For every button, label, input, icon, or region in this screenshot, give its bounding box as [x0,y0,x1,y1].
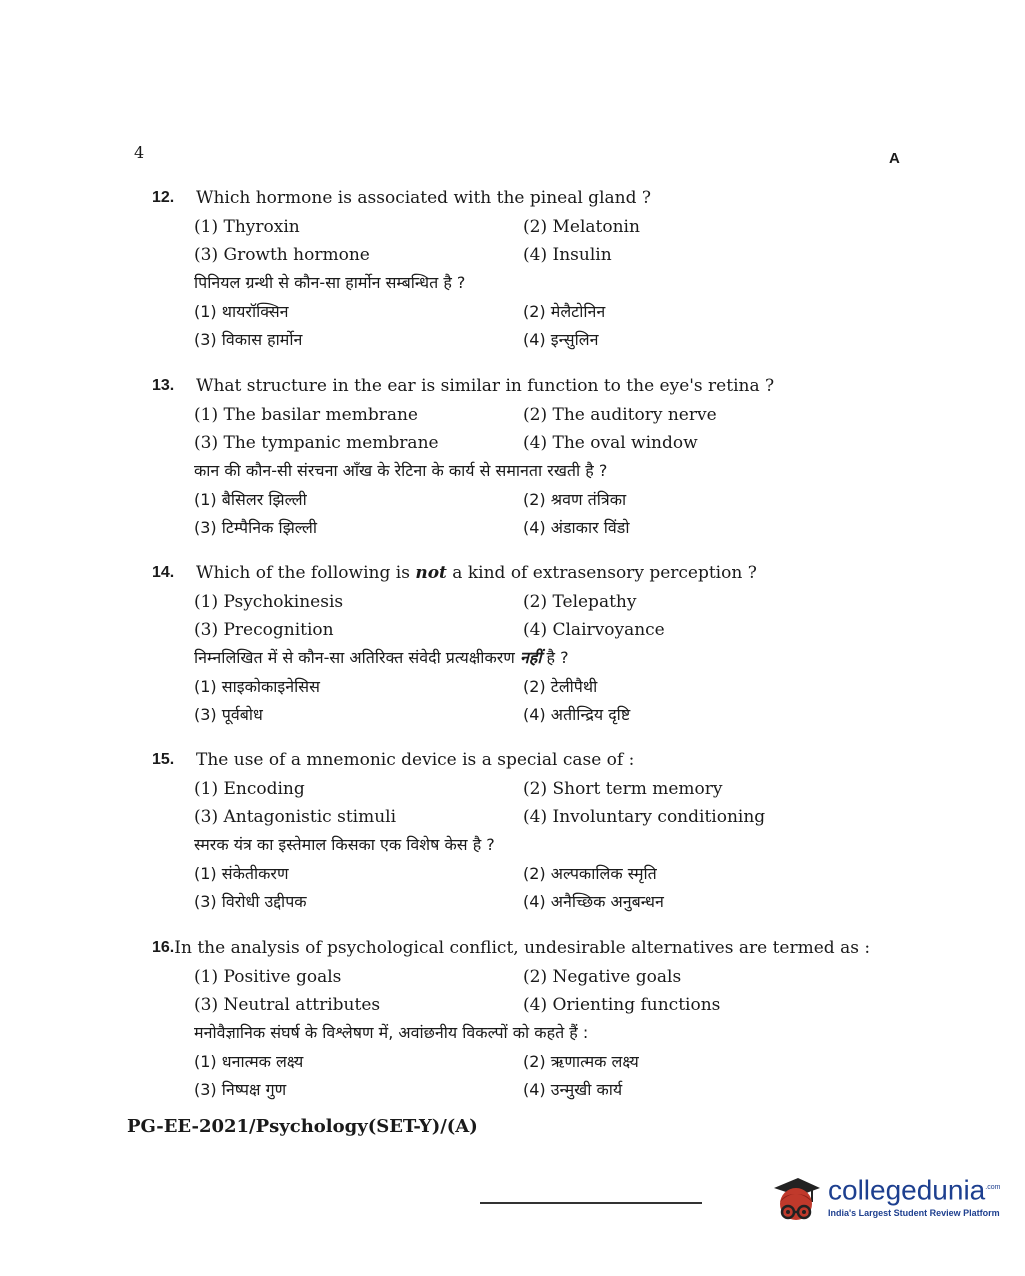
question-number: 16. [152,939,175,956]
option-hi-4: (4) अतीन्द्रिय दृष्टि [523,705,631,724]
question-text-en-emphasis: not [415,563,447,583]
option-hi-3: (3) टिम्पैनिक झिल्ली [194,518,317,537]
option-hi-4: (4) इन्सुलिन [523,330,599,349]
paper-code: PG-EE-2021/Psychology(SET-Y)/(A) [127,1116,478,1137]
option-en-3: (3) Antagonistic stimuli [194,807,397,827]
option-hi-4: (4) अंडाकार विंडो [523,518,630,537]
question-number: 15. [152,751,175,768]
option-hi-1: (1) संकेतीकरण [194,864,289,883]
question-text-en: In the analysis of psychological conflict, undesirable alternatives are termed as : [174,938,871,958]
divider [480,1202,702,1204]
question-text-en: The use of a mnemonic device is a special case of : [196,750,635,770]
question-12 [152,187,852,356]
question-15 [152,749,852,918]
question-text-hi: कान की कौन-सी संरचना आँख के रेटिना के कार्य से समानता रखती है ? [194,461,608,480]
option-en-3: (3) Neutral attributes [194,995,381,1015]
logo-wordmark [828,1172,1000,1206]
option-hi-3: (3) पूर्वबोध [194,705,263,724]
option-en-1: (1) Positive goals [194,967,342,987]
option-hi-2: (2) मेलैटोनिन [523,302,606,321]
option-en-4: (4) The oval window [523,433,698,453]
option-en-3: (3) Precognition [194,620,334,640]
logo-name: collegedunia [828,1174,986,1206]
logo-suffix: .com [985,1184,1001,1191]
question-text-en: Which hormone is associated with the pineal gland ? [196,188,651,208]
logo-tagline: India's Largest Student Review Platform [828,1208,1000,1219]
question-text-hi-pre: निम्नलिखित में से कौन-सा अतिरिक्त संवेदी प्रत्यक्षीकरण [194,648,520,667]
option-hi-2: (2) ऋणात्मक लक्ष्य [523,1052,639,1071]
question-16 [152,937,871,1106]
option-en-2: (2) Melatonin [523,217,640,237]
option-hi-4: (4) उन्मुखी कार्य [523,1080,623,1099]
option-en-4: (4) Involuntary conditioning [523,807,766,827]
option-en-4: (4) Orienting functions [523,995,721,1015]
set-letter: A [889,150,900,167]
option-en-1: (1) Encoding [194,779,305,799]
option-en-3: (3) The tympanic membrane [194,433,439,453]
question-number: 12. [152,189,175,206]
option-hi-1: (1) साइकोकाइनेसिस [194,677,320,696]
option-hi-3: (3) विकास हार्मोन [194,330,303,349]
option-hi-3: (3) निष्पक्ष गुण [194,1080,287,1099]
option-hi-2: (2) अल्पकालिक स्मृति [523,864,657,883]
option-hi-1: (1) बैसिलर झिल्ली [194,490,307,509]
question-text-en [196,562,852,590]
question-text-en-post: a kind of extrasensory perception ? [446,563,757,583]
option-hi-4: (4) अनैच्छिक अनुबन्धन [523,892,664,911]
question-text-hi: पिनियल ग्रन्थी से कौन-सा हार्मोन सम्बन्धित है ? [194,273,466,292]
question-text-hi: मनोवैज्ञानिक संघर्ष के विश्लेषण में, अवांछनीय विकल्पों को कहते हैं : [194,1023,589,1042]
option-en-1: (1) Psychokinesis [194,592,344,612]
option-en-4: (4) Clairvoyance [523,620,665,640]
question-text-en: What structure in the ear is similar in function to the eye's retina ? [196,376,775,396]
question-13 [152,375,852,544]
page-number: 4 [134,143,145,162]
question-text-hi-post: है ? [541,648,569,667]
question-text-hi-emphasis: नहीं [519,648,542,667]
option-hi-2: (2) श्रवण तंत्रिका [523,490,627,509]
option-en-2: (2) Telepathy [523,592,637,612]
question-number: 13. [152,377,175,394]
question-text-hi [194,646,852,675]
question-14 [152,562,852,731]
option-en-4: (4) Insulin [523,245,612,265]
option-en-2: (2) Negative goals [523,967,682,987]
option-en-2: (2) Short term memory [523,779,723,799]
question-number: 14. [152,564,175,581]
option-hi-3: (3) विरोधी उद्दीपक [194,892,307,911]
option-en-3: (3) Growth hormone [194,245,370,265]
option-hi-2: (2) टेलीपैथी [523,677,598,696]
question-text-en-pre: Which of the following is [196,563,416,583]
collegedunia-logo [768,1172,1000,1232]
option-hi-1: (1) थायरॉक्सिन [194,302,289,321]
option-en-1: (1) Thyroxin [194,217,300,237]
mascot-icon [768,1172,824,1232]
option-en-1: (1) The basilar membrane [194,405,418,425]
option-hi-1: (1) धनात्मक लक्ष्य [194,1052,304,1071]
question-text-hi: स्मरक यंत्र का इस्तेमाल किसका एक विशेष केस है ? [194,835,495,854]
option-en-2: (2) The auditory nerve [523,405,717,425]
